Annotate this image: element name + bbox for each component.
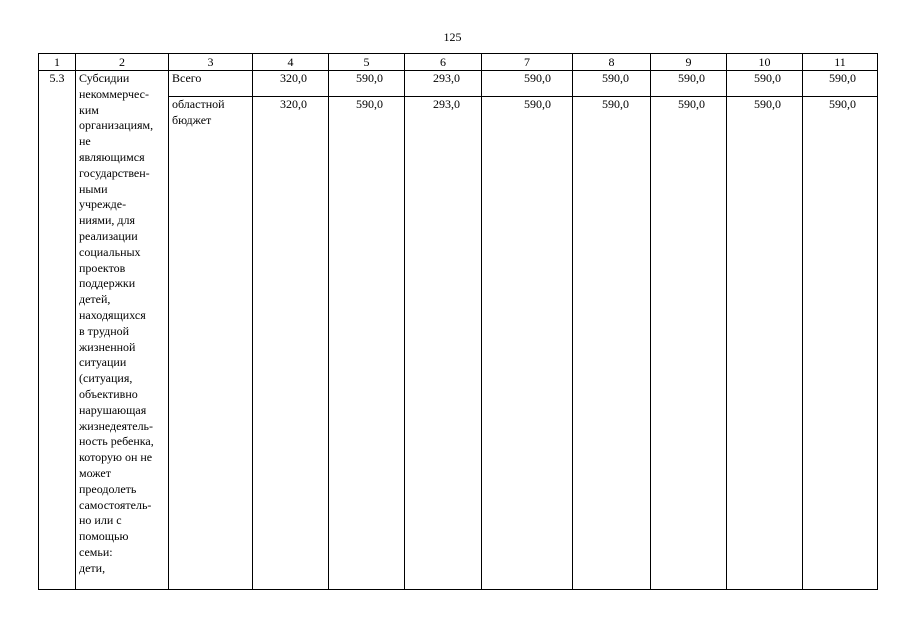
value-cell: 293,0 bbox=[405, 71, 482, 97]
value-cell: 590,0 bbox=[803, 71, 878, 97]
value-cell: 590,0 bbox=[651, 71, 727, 97]
source-label: Всего bbox=[169, 71, 253, 97]
description-line: детей, bbox=[79, 292, 111, 307]
description-line: семьи: bbox=[79, 544, 113, 559]
row-description bbox=[76, 71, 169, 590]
description-line: самостоятель- bbox=[79, 497, 152, 512]
source-label-line: бюджет bbox=[172, 112, 212, 127]
value-cell: 590,0 bbox=[482, 97, 573, 590]
description-line: государствен- bbox=[79, 165, 150, 180]
description-line: дети, bbox=[79, 560, 106, 575]
description-line: Субсидии bbox=[79, 71, 130, 85]
column-header: 3 bbox=[169, 54, 253, 71]
description-line: но или с bbox=[79, 513, 122, 528]
column-header: 11 bbox=[803, 54, 878, 71]
row-code: 5.3 bbox=[39, 71, 76, 590]
table-row-total bbox=[39, 71, 878, 97]
description-line: ность ребенка, bbox=[79, 434, 154, 449]
description-line: находящихся bbox=[79, 307, 146, 322]
value-cell: 590,0 bbox=[573, 97, 651, 590]
column-header: 4 bbox=[253, 54, 329, 71]
description-line: жизненной bbox=[79, 339, 136, 354]
column-header: 9 bbox=[651, 54, 727, 71]
description-line: проектов bbox=[79, 260, 126, 275]
description-line: учрежде- bbox=[79, 197, 127, 212]
description-line: реализации bbox=[79, 228, 138, 243]
description-line: нарушающая bbox=[79, 402, 147, 417]
value-cell: 320,0 bbox=[253, 71, 329, 97]
description-line: помощью bbox=[79, 529, 129, 544]
column-header: 8 bbox=[573, 54, 651, 71]
value-cell: 590,0 bbox=[329, 71, 405, 97]
description-line: ниями, для bbox=[79, 213, 135, 228]
description-line: может bbox=[79, 465, 111, 480]
description-line: организациям, bbox=[79, 118, 154, 133]
column-header: 2 bbox=[76, 54, 169, 71]
page-number: 125 bbox=[443, 30, 462, 44]
column-header: 6 bbox=[405, 54, 482, 71]
value-cell: 590,0 bbox=[803, 97, 878, 590]
description-line: преодолеть bbox=[79, 481, 137, 496]
column-header: 7 bbox=[482, 54, 573, 71]
description-line: (ситуация, bbox=[79, 371, 133, 386]
description-line: поддержки bbox=[79, 276, 136, 291]
value-cell: 590,0 bbox=[482, 71, 573, 97]
value-cell: 590,0 bbox=[727, 71, 803, 97]
column-header: 10 bbox=[727, 54, 803, 71]
column-header: 5 bbox=[329, 54, 405, 71]
description-line: объективно bbox=[79, 386, 138, 401]
value-cell: 590,0 bbox=[329, 97, 405, 590]
source-label-line: областной bbox=[172, 97, 225, 111]
value-cell: 293,0 bbox=[405, 97, 482, 590]
column-header: 1 bbox=[39, 54, 76, 71]
value-cell: 320,0 bbox=[253, 97, 329, 590]
description-line: которую он не bbox=[79, 450, 153, 465]
value-cell: 590,0 bbox=[727, 97, 803, 590]
description-line: в трудной bbox=[79, 323, 130, 338]
description-line: некоммерчес- bbox=[79, 86, 149, 101]
description-line: не bbox=[79, 134, 91, 149]
header-row bbox=[39, 54, 878, 71]
source-label bbox=[169, 97, 253, 590]
value-cell: 590,0 bbox=[573, 71, 651, 97]
description-line: ными bbox=[79, 181, 108, 196]
budget-table bbox=[38, 53, 878, 590]
description-line: ситуации bbox=[79, 355, 127, 370]
description-line: являющимся bbox=[79, 149, 145, 164]
description-line: социальных bbox=[79, 244, 141, 259]
description-line: жизнедеятель- bbox=[79, 418, 154, 433]
description-line: ким bbox=[79, 102, 99, 117]
value-cell: 590,0 bbox=[651, 97, 727, 590]
